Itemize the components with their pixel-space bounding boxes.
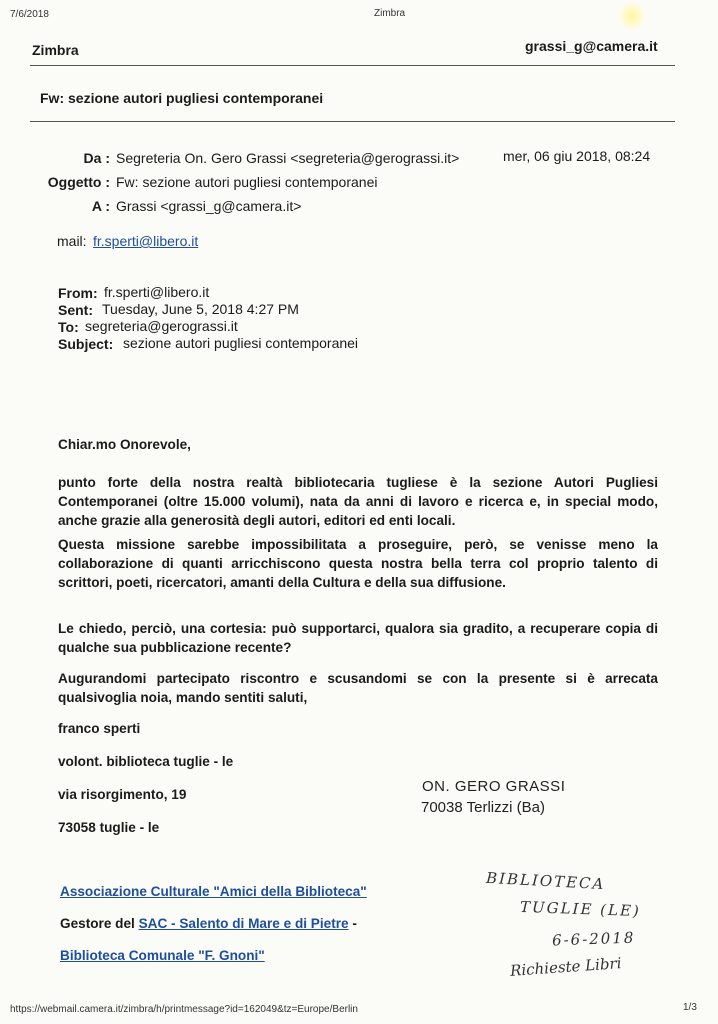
print-title: Zimbra (374, 8, 406, 19)
subject-divider (30, 121, 675, 122)
hand-line-4: Richieste Libri (509, 954, 623, 980)
page-number: 1/3 (683, 1002, 697, 1013)
fw-to-value: segreteria@gerograssi.it (85, 318, 238, 334)
paragraph-3: Le chiedo, perciò, una cortesia: può supportarci, qualora sia gradito, a recuperare copia di qualche sua pubblicazione recente? (58, 621, 658, 655)
paper-stain (620, 2, 644, 30)
subject-label: Oggetto : (47, 174, 110, 190)
header-divider (30, 65, 675, 66)
mail-link[interactable]: fr.sperti@libero.it (93, 233, 199, 249)
gestore-suffix: - (348, 916, 357, 931)
fw-sent-label: Sent: (58, 302, 93, 318)
fw-sent-value: Tuesday, June 5, 2018 4:27 PM (102, 301, 299, 317)
to-label: A : (91, 198, 110, 214)
signature-city: 73058 tuglie - le (58, 820, 160, 835)
biblioteca-link[interactable]: Biblioteca Comunale "F. Gnoni" (60, 948, 265, 963)
paragraph-4: Augurandomi partecipato riscontro e scusandomi se con la presente si è arrecata qualsivoglia noia, mando sentiti saluti, (58, 671, 658, 705)
hand-line-3: 6-6-2018 (551, 928, 636, 950)
fw-subject-value: sezione autori pugliesi contemporanei (123, 335, 359, 351)
paragraph-2: Questa missione sarebbe impossibilitata a proseguire, però, se venisse meno la collaborazione di quanti arricchiscono questa nostra bella terra col proprio talento di scrittori, poeti, ricercatori, amanti della Cultura e della sua diffusione. (58, 537, 658, 590)
stamp-line-1: ON. GERO GRASSI (422, 778, 566, 795)
gestore-prefix: Gestore del (60, 916, 139, 931)
paragraph-1: punto forte della nostra realtà bibliotecaria tugliese è la sezione Autori Pugliesi Contemporanei (oltre 15.000 volumi), nata da anni di lavoro e ricerca e, in special modo, anche grazie alla generosità degli autori, editori ed enti locali. (58, 475, 658, 528)
fw-from-label: From: (58, 285, 98, 301)
print-date: 7/6/2018 (10, 9, 49, 20)
subject-value: Fw: sezione autori pugliesi contemporanei (116, 174, 378, 190)
gestore-line (60, 916, 357, 931)
sac-link[interactable]: SAC - Salento di Mare e di Pietre (138, 916, 349, 931)
footer-url: https://webmail.camera.it/zimbra/h/printmessage?id=162049&tz=Europe/Berlin (10, 1004, 358, 1015)
app-name: Zimbra (32, 42, 79, 58)
signature-address: via risorgimento, 19 (58, 787, 187, 802)
to-value[interactable]: Grassi <grassi_g@camera.it> (116, 198, 302, 214)
from-label: Da : (83, 150, 110, 166)
greeting: Chiar.mo Onorevole, (58, 437, 191, 452)
mail-label: mail: (57, 233, 87, 249)
signature-role: volont. biblioteca tuglie - le (58, 754, 234, 769)
message-subject-title: Fw: sezione autori pugliesi contemporanei (40, 90, 324, 106)
hand-line-1: BIBLIOTECA (485, 868, 606, 894)
account-address: grassi_g@camera.it (525, 38, 658, 54)
fw-from-value: fr.sperti@libero.it (104, 284, 210, 300)
assoc-link[interactable]: Associazione Culturale "Amici della Biblioteca" (60, 884, 367, 899)
from-value[interactable]: Segreteria On. Gero Grassi <segreteria@gerograssi.it> (116, 150, 460, 166)
message-date: mer, 06 giu 2018, 08:24 (503, 148, 651, 164)
hand-line-2: TUGLIE (LE) (519, 897, 642, 921)
fw-subject-label: Subject: (58, 336, 114, 352)
fw-to-label: To: (58, 319, 79, 335)
signature-name: franco sperti (58, 721, 141, 736)
stamp-line-2: 70038 Terlizzi (Ba) (421, 799, 545, 816)
